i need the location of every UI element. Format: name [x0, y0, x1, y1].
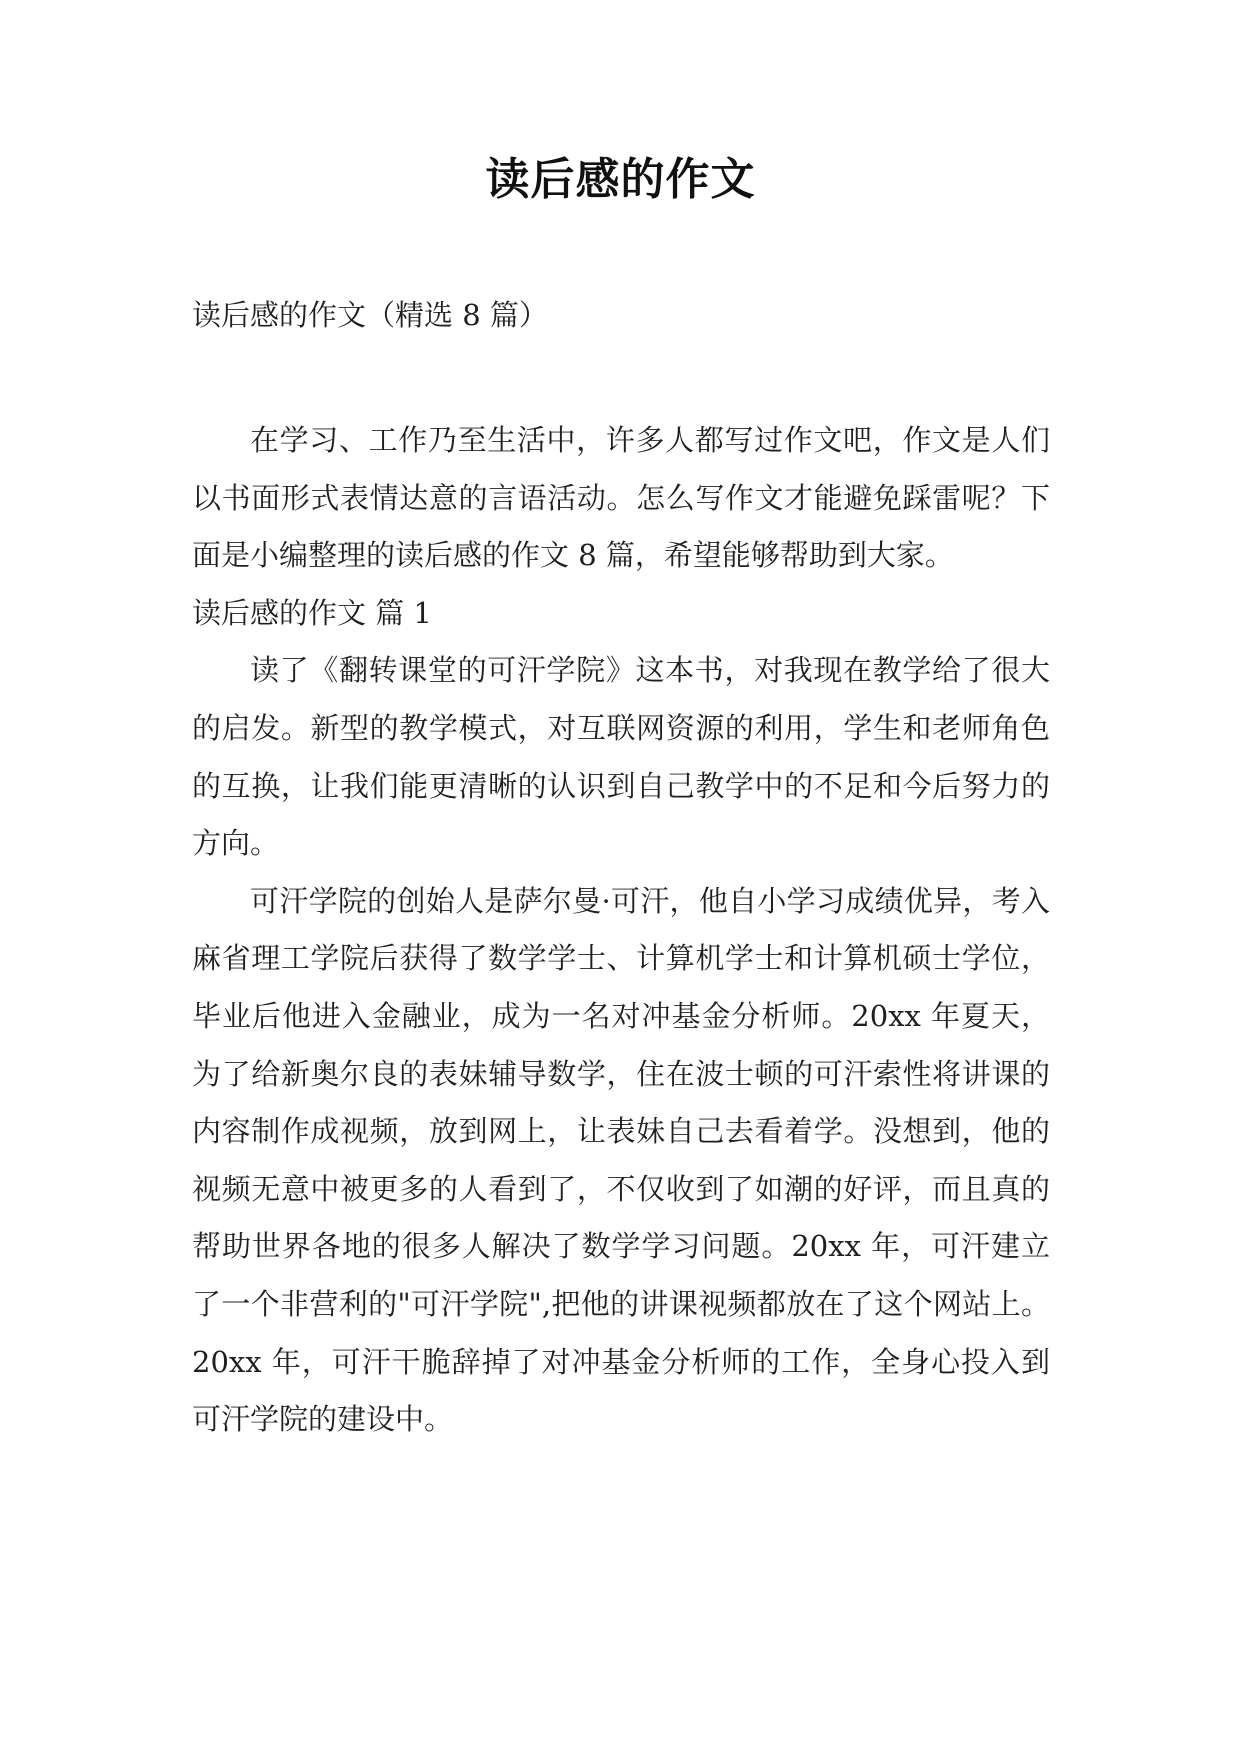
- document-body: [192, 412, 1050, 1449]
- section-heading: 读后感的作文 篇 1: [192, 595, 432, 630]
- intro-paragraph: 在学习、工作乃至生活中，许多人都写过作文吧，作文是人们以书面形式表情达意的言语活动。怎么写作文才能避免踩雷呢？下面是小编整理的读后感的作文 8 篇，希望能够帮助到大家。: [192, 423, 1050, 573]
- body-paragraph: 可汗学院的创始人是萨尔曼·可汗，他自小学习成绩优异，考入麻省理工学院后获得了数学学士、计算机学士和计算机硕士学位，毕业后他进入金融业，成为一名对冲基金分析师。20xx 年夏天，为了给新奥尔良的表妹辅导数学，住在波士顿的可汗索性将讲课的内容制作成视频，放到网上，让表妹自己去看着学。没想到，他的视频无意中被更多的人看到了，不仅收到了如潮的好评，而且真的帮助世界各地的很多人解决了数学学习问题。20xx 年，可汗建立了一个非营利的"可汗学院",把他的讲课视频都放在了这个网站上。20xx 年，可汗干脆辞掉了对冲基金分析师的工作，全身心投入到可汗学院的建设中。: [192, 883, 1050, 1437]
- document-title: 读后感的作文: [485, 154, 756, 205]
- document-subtitle: 读后感的作文（精选 8 篇）: [192, 298, 548, 332]
- body-paragraph: 读了《翻转课堂的可汗学院》这本书，对我现在教学给了很大的启发。新型的教学模式，对互联网资源的利用，学生和老师角色的互换，让我们能更清晰的认识到自己教学中的不足和今后努力的方向。: [192, 653, 1050, 861]
